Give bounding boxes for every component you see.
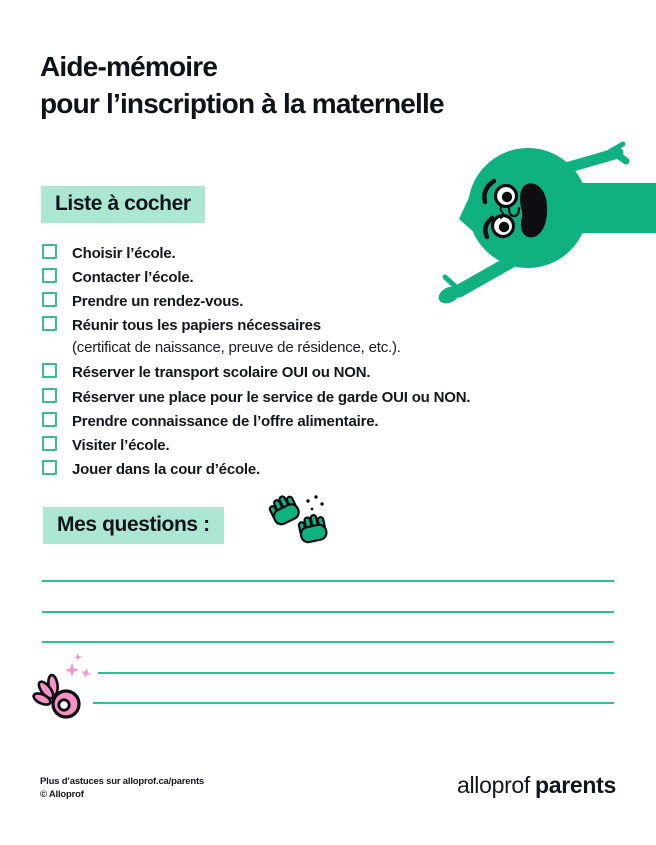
clapping-hands-icon <box>258 488 348 558</box>
checkbox[interactable] <box>42 412 57 427</box>
checklist-item-label: Réserver le transport scolaire OUI ou NON. <box>72 364 371 381</box>
checklist-item <box>42 242 176 265</box>
footer-more-tips: Plus d’astuces sur alloprof.ca/parents <box>40 776 204 787</box>
checklist-item-label: Contacter l’école. <box>72 269 194 286</box>
answer-line <box>42 641 614 643</box>
answer-line <box>93 702 614 704</box>
ok-hand-icon <box>28 646 100 726</box>
checklist-item-label: Choisir l’école. <box>72 245 176 262</box>
checklist-item <box>42 290 243 313</box>
checklist-item-label: Prendre un rendez-vous. <box>72 293 244 310</box>
checklist-item-label: Réunir tous les papiers nécessaires <box>72 317 321 334</box>
footer-copyright: © Alloprof <box>40 789 84 800</box>
logo-alloprof: alloprof <box>456 772 531 798</box>
checkbox[interactable] <box>42 292 57 307</box>
answer-line <box>42 580 614 582</box>
checkbox[interactable] <box>42 244 57 259</box>
checklist-item-label: Réserver une place pour le service de garde OUI ou NON. <box>72 389 471 406</box>
footer-text <box>40 775 204 801</box>
page-title-line1: Aide-mémoire <box>40 51 218 82</box>
checkbox[interactable] <box>42 268 57 283</box>
checklist-item <box>42 266 193 289</box>
checkbox[interactable] <box>42 460 57 475</box>
checklist-item <box>42 434 169 457</box>
checkbox[interactable] <box>42 363 57 378</box>
checkbox[interactable] <box>42 388 57 403</box>
checklist-item <box>42 361 370 384</box>
checklist-item-label: Visiter l’école. <box>72 437 170 454</box>
alloprof-parents-logo <box>457 772 616 799</box>
answer-line <box>42 611 614 613</box>
page-title <box>40 48 444 122</box>
questions-heading: Mes questions : <box>43 507 224 544</box>
sparkles-icon <box>65 653 92 680</box>
checklist-item <box>42 458 260 481</box>
checklist-heading: Liste à cocher <box>41 186 205 223</box>
checklist-item <box>42 314 401 359</box>
checklist-item <box>42 410 378 433</box>
checkbox[interactable] <box>42 316 57 331</box>
checklist-item-label: Jouer dans la cour d’école. <box>72 461 260 478</box>
checklist-item-label: Prendre connaissance de l’offre alimentaire. <box>72 413 379 430</box>
checkbox[interactable] <box>42 436 57 451</box>
checklist-item-note: (certificat de naissance, preuve de résidence, etc.). <box>72 339 401 356</box>
checklist-item <box>42 386 470 409</box>
mascot-character <box>425 130 656 320</box>
logo-parents: parents <box>535 772 616 798</box>
answer-line <box>98 672 614 674</box>
page-title-line2: pour l’inscription à la maternelle <box>40 88 444 119</box>
